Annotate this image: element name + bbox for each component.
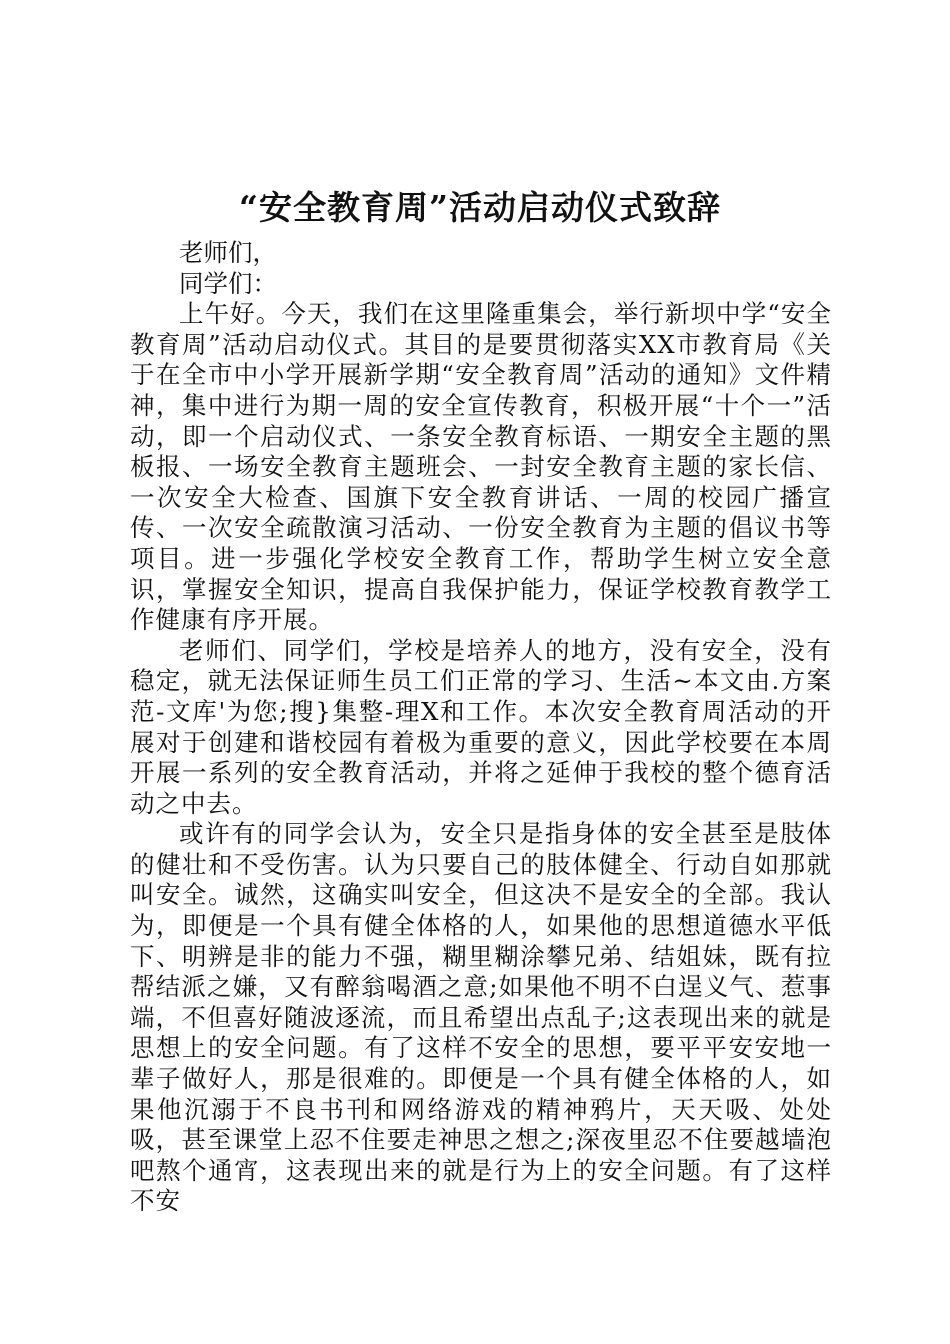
salutation-students: 同学们：	[179, 268, 277, 298]
paragraph-safety-meaning: 或许有的同学会认为，安全只是指身体的安全甚至是肢体的健壮和不受伤害。认为只要自己的肢体健全、行动自如那就叫安全。诚然，这确实叫安全，但这决不是安全的全部。我认为，即便是一个具有健全体格的人，如果他的思想道德水平低下、明辨是非的能力不强，糊里糊涂攀兄弟、结姐妹，既有拉帮结派之嫌，又有醉翁喝酒之意;如果他不明不白逞义气、惹事端，不但喜好随波逐流，而且希望出点乱子;这表现出来的就是思想上的安全问题。有了这样不安全的思想，要平平安安地一辈子做好人，那是很难的。即便是一个具有健全体格的人，如果他沉溺于不良书刊和网络游戏的精神鸦片，天天吸、处处吸，甚至课堂上忍不住要走神思之想之;深夜里忍不住要越墙泡吧熬个通宵，这表现出来的就是行为上的安全问题。有了这样不安	[130, 819, 832, 1216]
document-title: “安全教育周”活动启动仪式致辞	[239, 188, 721, 227]
paragraph-opening: 上午好。今天，我们在这里隆重集会，举行新坝中学“安全教育周”活动启动仪式。其目的是要贯彻落实XX市教育局《关于在全市中小学开展新学期“安全教育周”活动的通知》文件精神，集中进行为期一周的安全宣传教育，积极开展“十个一”活动，即一个启动仪式、一条安全教育标语、一期安全主题的黑板报、一场安全教育主题班会、一封安全教育主题的家长信、一次安全大检查、国旗下安全教育讲话、一周的校园广播宣传、一次安全疏散演习活动、一份安全教育为主题的倡议书等项目。进一步强化学校安全教育工作，帮助学生树立安全意识，掌握安全知识，提高自我保护能力，保证学校教育教学工作健康有序开展。	[130, 299, 832, 635]
document-body	[130, 238, 832, 1217]
salutation-teachers: 老师们，	[179, 238, 277, 267]
paragraph-school-safety: 老师们、同学们，学校是培养人的地方，没有安全，没有稳定，就无法保证师生员工们正常的学习、生活~本文由.方案范-文库'为您;搜}集整-理X和工作。本次安全教育周活动的开展对于创建和谐校园有着极为重要的意义，因此学校要在本周开展一系列的安全教育活动，并将之延伸于我校的整个德育活动之中去。	[130, 635, 832, 818]
